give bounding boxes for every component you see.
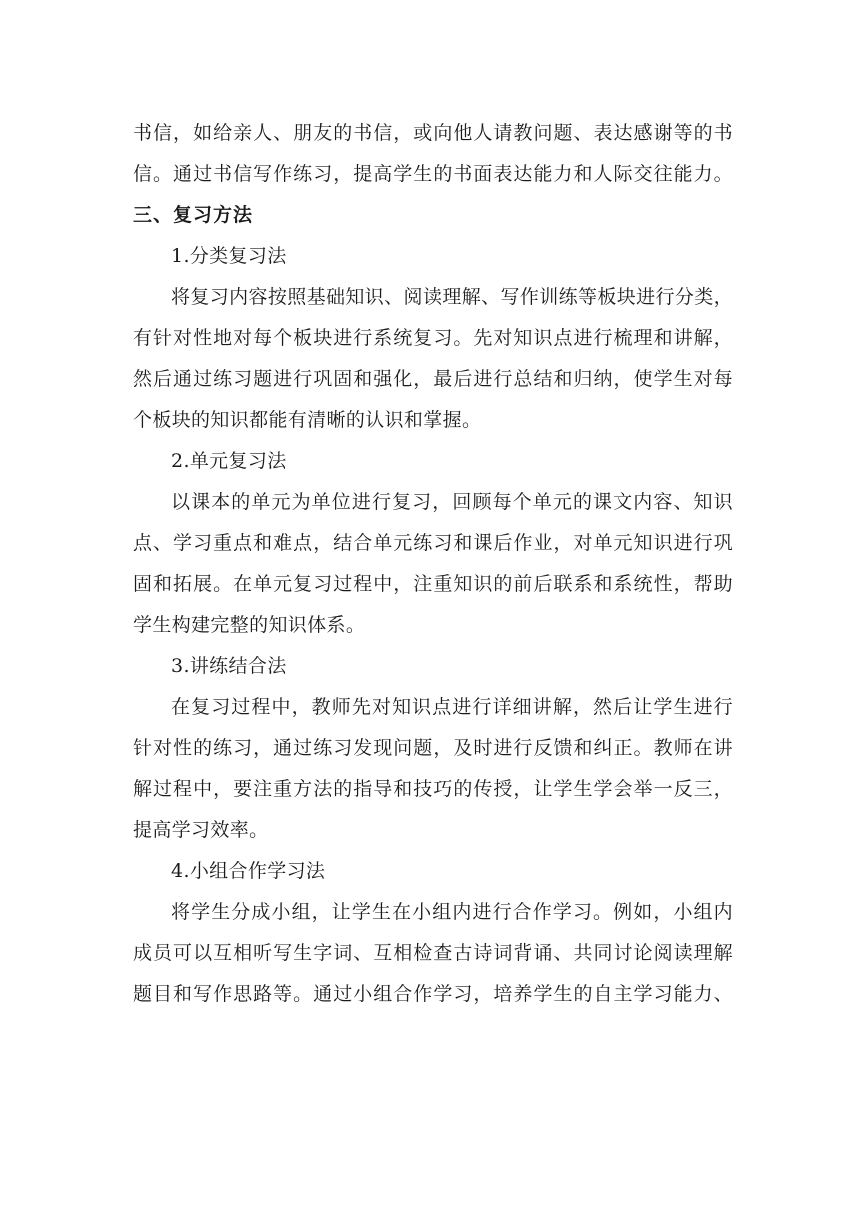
paragraph-line: 解过程中，要注重方法的指导和技巧的传授，让学生学会举一反三， <box>133 778 733 800</box>
paragraph-line: 然后通过练习题进行巩固和强化，最后进行总结和归纳，使学生对每 <box>133 368 733 390</box>
paragraph-line: 将学生分成小组，让学生在小组内进行合作学习。例如，小组内 <box>171 901 733 923</box>
section-heading: 三、复习方法 <box>133 204 254 226</box>
document-body <box>133 113 733 1015</box>
paragraph-line: 书信，如给亲人、朋友的书信，或向他人请教问题、表达感谢等的书 <box>133 122 733 144</box>
paragraph-line: 以课本的单元为单位进行复习，回顾每个单元的课文内容、知识 <box>171 491 733 513</box>
paragraph-line: 固和拓展。在单元复习过程中，注重知识的前后联系和系统性，帮助 <box>133 573 733 595</box>
paragraph-line: 信。通过书信写作练习，提高学生的书面表达能力和人际交往能力。 <box>133 163 733 185</box>
paragraph-line: 点、学习重点和难点，结合单元练习和课后作业，对单元知识进行巩 <box>133 532 733 554</box>
subsection-heading: 3.讲练结合法 <box>171 655 287 677</box>
paragraph-line: 针对性的练习，通过练习发现问题，及时进行反馈和纠正。教师在讲 <box>133 737 733 759</box>
paragraph-line: 题目和写作思路等。通过小组合作学习，培养学生的自主学习能力、 <box>133 983 733 1005</box>
paragraph-line: 将复习内容按照基础知识、阅读理解、写作训练等板块进行分类， <box>171 286 733 308</box>
subsection-heading: 1.分类复习法 <box>171 245 287 267</box>
paragraph-line: 个板块的知识都能有清晰的认识和掌握。 <box>133 409 482 431</box>
paragraph-line: 在复习过程中，教师先对知识点进行详细讲解，然后让学生进行 <box>171 696 733 718</box>
paragraph-line: 学生构建完整的知识体系。 <box>133 614 366 636</box>
paragraph-line: 成员可以互相听写生字词、互相检查古诗词背诵、共同讨论阅读理解 <box>133 942 733 964</box>
subsection-heading: 4.小组合作学习法 <box>171 860 326 882</box>
paragraph-line: 有针对性地对每个板块进行系统复习。先对知识点进行梳理和讲解， <box>133 327 733 349</box>
subsection-heading: 2.单元复习法 <box>171 450 287 472</box>
paragraph-line: 提高学习效率。 <box>133 819 269 841</box>
